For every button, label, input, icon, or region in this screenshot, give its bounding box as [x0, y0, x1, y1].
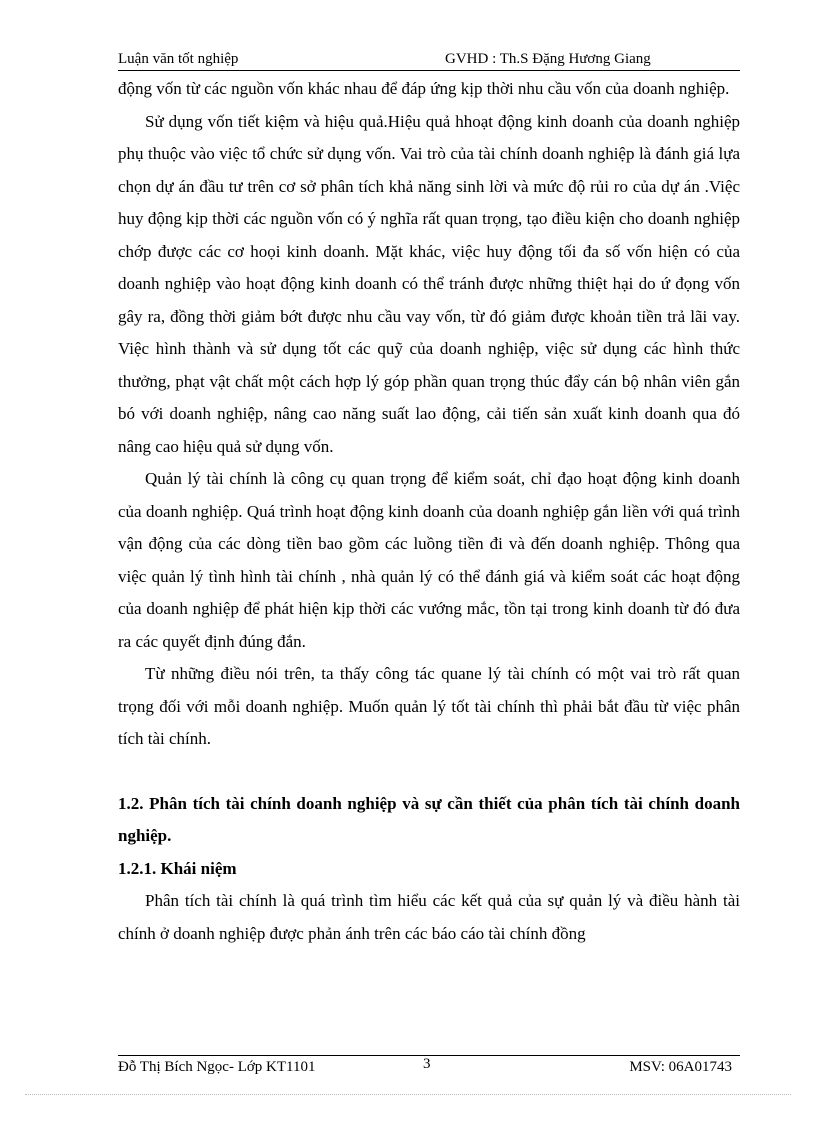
paragraph-continuation: động vốn từ các nguồn vốn khác nhau để đáp ứng kịp thời nhu cầu vốn của doanh nghiệp. — [118, 79, 730, 98]
header-advisor: GVHD : Th.S Đặng Hương Giang — [445, 51, 651, 67]
page-header — [118, 50, 740, 71]
page-number: 3 — [423, 1056, 431, 1072]
paragraph-capital-usage: Sử dụng vốn tiết kiệm và hiệu quả.Hiệu quả hhoạt động kinh doanh của doanh nghiệp phụ thuộc vào việc tổ chức sử dụng vốn. Vai trò của tài chính doanh nghiệp là đánh giá lựa chọn dự án đầu tư trên cơ sở phân tích khả năng sinh lời và mức độ rủi ro của dự án .Việc huy động kịp thời các nguồn vốn có ý nghĩa rất quan trọng, tạo điều kiện cho doanh nghiệp chớp được các cơ hoọi kinh doanh. Mặt khác, việc huy động tối đa số vốn hiện có của doanh nghiệp vào hoạt động kinh doanh có thể tránh được những thiệt hại do ứ đọng vốn gây ra, đồng thời giảm bớt được nhu cầu vay vốn, từ đó giảm được khoản tiền trả lãi vay. Việc hình thành và sử dụng tốt các quỹ của doanh nghiệp, việc sử dụng các hình thức thưởng, phạt vật chất một cách hợp lý góp phần quan trọng thúc đẩy cán bộ nhân viên gắn bó với doanh nghiệp, nâng cao năng suất lao động, cải tiến sản xuất kinh doanh qua đó nâng cao hiệu quả sử dụng vốn. — [118, 111, 740, 456]
page-footer — [118, 1055, 740, 1076]
header-thesis-label: Luận văn tốt nghiệp — [118, 51, 239, 67]
section-heading: 1.2. Phân tích tài chính doanh nghiệp và sự cần thiết của phân tích tài chính doanh nghiệp. — [118, 793, 740, 845]
subsection-heading: 1.2.1. Khái niệm — [118, 858, 237, 878]
page-bottom-divider — [25, 1094, 791, 1095]
body-text — [118, 73, 740, 950]
section-spacer — [118, 756, 740, 788]
footer-student: Đỗ Thị Bích Ngọc- Lớp KT1101 — [118, 1059, 316, 1075]
paragraph-definition: Phân tích tài chính là quá trình tìm hiểu các kết quả của sự quản lý và điều hành tài chính ở doanh nghiệp được phản ánh trên các báo cáo tài chính đồng — [118, 891, 740, 943]
paragraph-conclusion: Từ những điều nói trên, ta thấy công tác quane lý tài chính có một vai trò rất quan trọng đối với mỗi doanh nghiệp. Muốn quản lý tốt tài chính thì phải bắt đầu từ việc phân tích tài chính. — [118, 664, 740, 748]
paragraph-financial-management: Quản lý tài chính là công cụ quan trọng để kiểm soát, chỉ đạo hoạt động kinh doanh của doanh nghiệp. Quá trình hoạt động kinh doanh của doanh nghiệp gắn liền với quá trình vận động của các dòng tiền bao gồm các luồng tiền đi và đến doanh nghiệp. Thông qua việc quản lý tình hình tài chính , nhà quản lý có thể đánh giá và kiểm soát các hoạt động của doanh nghiệp để phát hiện kịp thời các vướng mắc, tồn tại trong kinh doanh từ đó đưa ra các quyết định đúng đắn. — [118, 469, 740, 651]
footer-student-id: MSV: 06A01743 — [629, 1059, 732, 1075]
